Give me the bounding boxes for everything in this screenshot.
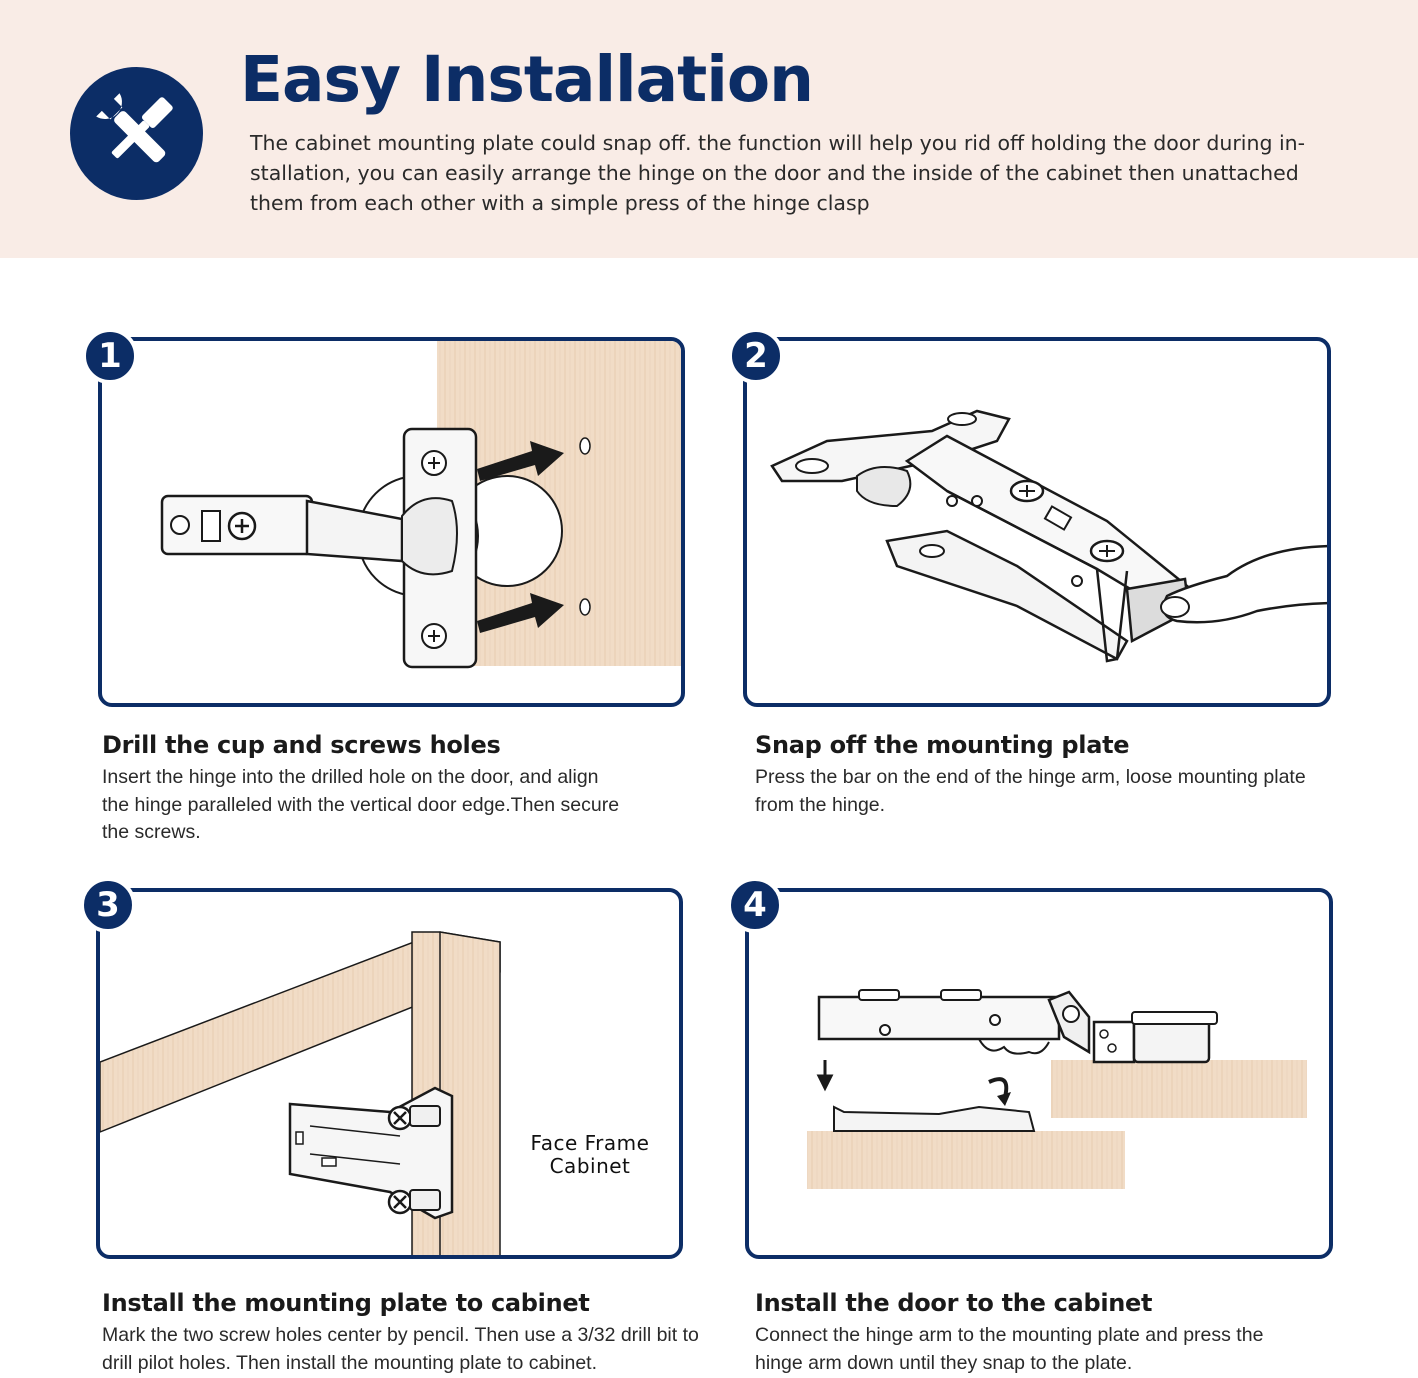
- frame-label-line: Face Frame: [530, 1131, 650, 1155]
- step-4-illustration-panel: [745, 888, 1333, 1259]
- step-1-line: the hinge paralleled with the vertical door edge.Then secure: [102, 793, 620, 816]
- step-4-line: Connect the hinge arm to the mounting plate and press the: [755, 1324, 1264, 1346]
- step-3-illustration-panel: [96, 888, 683, 1259]
- step-1-line: Insert the hinge into the drilled hole on the door, and align: [102, 766, 599, 788]
- face-frame-cabinet-illustration: [100, 892, 683, 1259]
- step-2-illustration-panel: [743, 337, 1331, 707]
- face-frame-label: [510, 1132, 670, 1182]
- frame-label-line: Cabinet: [549, 1154, 631, 1178]
- step-1-heading: Drill the cup and screws holes: [102, 731, 501, 759]
- intro-line: stallation, you can easily arrange the hinge on the door and the inside of the cabinet then unattached: [250, 161, 1299, 185]
- step-3-line: drill pilot holes. Then install the mounting plate to cabinet.: [102, 1351, 598, 1374]
- step-4-number-badge: 4: [727, 877, 783, 933]
- intro-line: them from each other with a simple press of the hinge clasp: [250, 191, 870, 215]
- step-3-description: [102, 1322, 699, 1377]
- hinge-snap-off-illustration: [747, 341, 1331, 707]
- wrench-screwdriver-icon: [70, 67, 203, 200]
- step-2-number-badge: 2: [728, 328, 784, 384]
- step-1-description: [102, 764, 619, 847]
- step-2-heading: Snap off the mounting plate: [755, 731, 1130, 759]
- step-2-description: [755, 764, 1306, 819]
- header-banner: [0, 0, 1418, 258]
- page-intro: [250, 128, 1350, 218]
- step-4-heading: Install the door to the cabinet: [755, 1289, 1153, 1317]
- step-1-line: the screws.: [102, 821, 201, 843]
- page-title: Easy Installation: [240, 43, 814, 116]
- step-3-number-badge: 3: [80, 877, 136, 933]
- step-4-line: hinge arm down until they snap to the plate.: [755, 1351, 1133, 1374]
- intro-line: The cabinet mounting plate could snap off. the function will help you rid off holding the door during in-: [250, 131, 1306, 155]
- step-1-number-badge: 1: [82, 328, 138, 384]
- step-2-line: Press the bar on the end of the hinge arm, loose mounting plate: [755, 766, 1306, 788]
- hinge-drill-illustration: [102, 341, 685, 707]
- door-install-illustration: [749, 892, 1333, 1259]
- step-4-description: [755, 1322, 1263, 1377]
- step-3-line: Mark the two screw holes center by pencil. Then use a 3/32 drill bit to: [102, 1324, 699, 1346]
- step-2-line: from the hinge.: [755, 793, 886, 816]
- step-3-heading: Install the mounting plate to cabinet: [102, 1289, 590, 1317]
- step-1-illustration-panel: [98, 337, 685, 707]
